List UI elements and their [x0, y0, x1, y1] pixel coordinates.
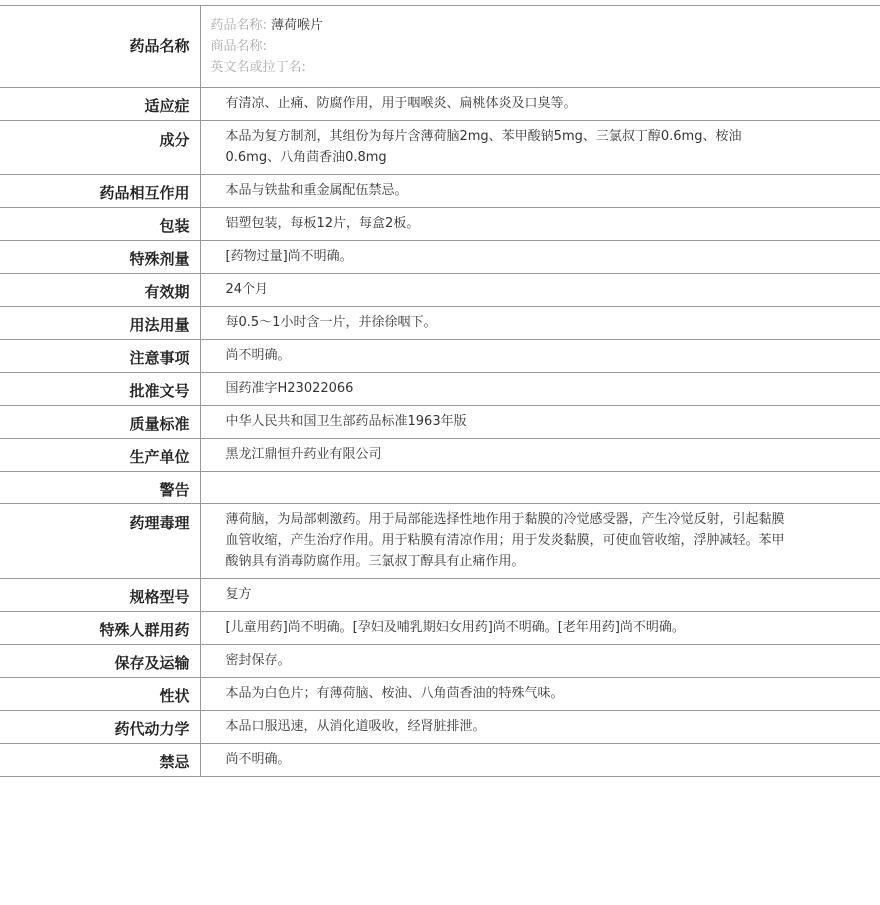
- row-value: 复方: [200, 579, 880, 612]
- row-label: 性状: [0, 678, 200, 711]
- name-block: [200, 6, 880, 88]
- row-value: 黑龙江鼎恒升药业有限公司: [200, 439, 880, 472]
- english-name-label: 英文名或拉丁名:: [210, 60, 306, 75]
- row-label: 质量标准: [0, 406, 200, 439]
- row-packaging: [0, 208, 880, 241]
- row-label: 药品名称: [0, 6, 200, 88]
- row-value: 本品为复方制剂，其组份为每片含薄荷脑2mg、苯甲酸钠5mg、三氯叔丁醇0.6mg、桉油0.6mg、八角茴香油0.8mg: [200, 121, 880, 175]
- row-value: 铝塑包装，每板12片，每盒2板。: [200, 208, 880, 241]
- row-indications: [0, 88, 880, 121]
- row-special-dose: [0, 241, 880, 274]
- row-label: 有效期: [0, 274, 200, 307]
- row-value: 有清凉、止痛、防腐作用，用于咽喉炎、扁桃体炎及口臭等。: [200, 88, 880, 121]
- row-pharmacology: [0, 504, 880, 579]
- row-interactions: [0, 175, 880, 208]
- row-specification: [0, 579, 880, 612]
- trade-name-label: 商品名称:: [210, 39, 267, 54]
- row-value: [200, 472, 880, 504]
- row-value: 薄荷脑，为局部刺激药。用于局部能选择性地作用于黏膜的冷觉感受器，产生冷觉反射，引起黏膜血管收缩，产生治疗作用。用于粘膜有清凉作用；用于发炎黏膜，可使血管收缩，浮肿减轻。苯甲酸钠具有消毒防腐作用。三氯叔丁醇具有止痛作用。: [200, 504, 880, 579]
- trade-name-line: [211, 36, 871, 57]
- row-warning: [0, 472, 880, 504]
- drug-name-line: [211, 15, 871, 36]
- row-label: 包装: [0, 208, 200, 241]
- row-label: 用法用量: [0, 307, 200, 340]
- row-label: 保存及运输: [0, 645, 200, 678]
- row-value: [药物过量]尚不明确。: [200, 241, 880, 274]
- row-label: 警告: [0, 472, 200, 504]
- drug-info-table: [0, 5, 880, 777]
- row-value: 本品为白色片；有薄荷脑、桉油、八角茴香油的特殊气味。: [200, 678, 880, 711]
- row-label: 成分: [0, 121, 200, 175]
- row-value: 尚不明确。: [200, 340, 880, 373]
- row-appearance: [0, 678, 880, 711]
- row-label: 适应症: [0, 88, 200, 121]
- row-ingredients: [0, 121, 880, 175]
- row-label: 药理毒理: [0, 504, 200, 579]
- row-drug-name: [0, 6, 880, 88]
- row-value: 国药准字H23022066: [200, 373, 880, 406]
- drug-name-label: 药品名称:: [210, 18, 267, 33]
- row-storage: [0, 645, 880, 678]
- row-label: 特殊人群用药: [0, 612, 200, 645]
- row-value: 每0.5～1小时含一片，并徐徐咽下。: [200, 307, 880, 340]
- row-label: 注意事项: [0, 340, 200, 373]
- row-pharmacokinetics: [0, 711, 880, 744]
- row-quality-standard: [0, 406, 880, 439]
- drug-name-value: 薄荷喉片: [271, 18, 324, 33]
- row-shelf-life: [0, 274, 880, 307]
- row-value: [儿童用药]尚不明确。[孕妇及哺乳期妇女用药]尚不明确。[老年用药]尚不明确。: [200, 612, 880, 645]
- row-value: 本品口服迅速，从消化道吸收，经肾脏排泄。: [200, 711, 880, 744]
- row-approval-number: [0, 373, 880, 406]
- row-dosage: [0, 307, 880, 340]
- row-value: 尚不明确。: [200, 744, 880, 777]
- row-label: 特殊剂量: [0, 241, 200, 274]
- row-label: 规格型号: [0, 579, 200, 612]
- row-label: 生产单位: [0, 439, 200, 472]
- row-value: 24个月: [200, 274, 880, 307]
- row-label: 药代动力学: [0, 711, 200, 744]
- row-value: 本品与铁盐和重金属配伍禁忌。: [200, 175, 880, 208]
- row-value: 密封保存。: [200, 645, 880, 678]
- row-special-populations: [0, 612, 880, 645]
- row-value: 中华人民共和国卫生部药品标准1963年版: [200, 406, 880, 439]
- row-contraindications: [0, 744, 880, 777]
- row-label: 药品相互作用: [0, 175, 200, 208]
- row-precautions: [0, 340, 880, 373]
- row-label: 禁忌: [0, 744, 200, 777]
- row-manufacturer: [0, 439, 880, 472]
- english-name-line: [211, 57, 871, 78]
- row-label: 批准文号: [0, 373, 200, 406]
